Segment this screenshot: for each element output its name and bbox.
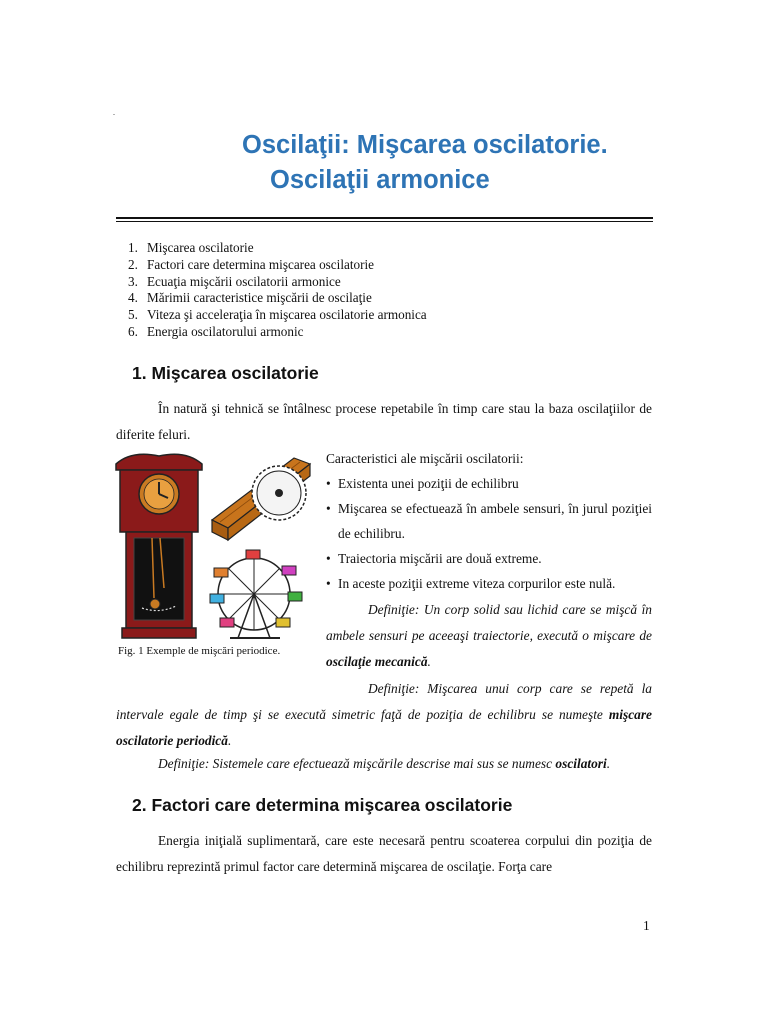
- ferris-wheel-icon: [210, 550, 302, 638]
- list-item: • Traiectoria mişcării are două extreme.: [326, 546, 652, 571]
- toc-item: 3. Ecuaţia mişcării oscilatorii armonice: [128, 273, 341, 289]
- title-rule-thin: [116, 221, 653, 222]
- definition-oscillation: Definiţie: Un corp solid sau lichid care se mişcă în ambele sensuri pe aceeaşi traiectorie, execută o mişcare de oscilaţie mecanică.: [326, 602, 652, 669]
- document-title-line1: Oscilaţii: Mişcarea oscilatorie.: [242, 131, 608, 159]
- figure-caption: Fig. 1 Exemple de mişcări periodice.: [118, 645, 281, 657]
- toc-item: 6. Energia oscilatorului armonic: [128, 323, 304, 339]
- list-item: • In aceste poziţii extreme viteza corpurilor este nulă.: [326, 571, 652, 596]
- section1-heading: 1. Mişcarea oscilatorie: [132, 363, 319, 383]
- circular-saw-icon: [212, 458, 310, 540]
- definition-oscillators: Definiţie: Sistemele care efectuează mişcările descrise mai sus se numesc oscilatori.: [158, 756, 611, 771]
- page-number: 1: [643, 918, 650, 933]
- figure-periodic-motions: [114, 448, 320, 644]
- section2-heading: 2. Factori care determina mişcarea oscilatorie: [132, 795, 513, 815]
- table-of-contents: [128, 240, 427, 341]
- intro-paragraph: În natură şi tehnică se întâlnesc procese repetabile în timp care stau la baza oscilaţiilor de diferite feluri.: [116, 401, 652, 442]
- definition-periodic-motion: Definiţie: Mişcarea unui corp care se repetă la intervale egale de timp şi se execută simetric faţă de poziţia de echilibru se numeşte mişcare oscilatorie periodică.: [116, 681, 652, 748]
- list-item: • Mişcarea se efectuează în ambele sensuri, în jurul poziţiei de echilibru.: [326, 496, 652, 546]
- toc-item: 5. Viteza şi acceleraţia în mişcarea oscilatorie armonica: [128, 307, 427, 323]
- energy-paragraph: Energia iniţială suplimentară, care este necesară pentru scoaterea corpului din poziţia de echilibru reprezintă primul factor care determină mişcarea de oscilaţie. Forţa care: [116, 833, 652, 874]
- characteristics-list: [326, 471, 652, 596]
- toc-item: 4. Mărimii caracteristice mişcării de oscilaţie: [128, 290, 372, 306]
- toc-item: 2. Factori care determina mişcarea oscilatorie: [128, 256, 375, 272]
- toc-item: 1. Mişcarea oscilatorie: [128, 240, 254, 255]
- list-item: • Existenta unei poziţii de echilibru: [326, 471, 652, 496]
- stray-mark: .: [113, 108, 115, 117]
- characteristics-title: Caracteristici ale mişcării oscilatorii:: [326, 451, 524, 466]
- title-rule-thick: [116, 217, 653, 219]
- document-title-line2: Oscilaţii armonice: [270, 166, 490, 194]
- pendulum-clock-icon: [116, 454, 202, 638]
